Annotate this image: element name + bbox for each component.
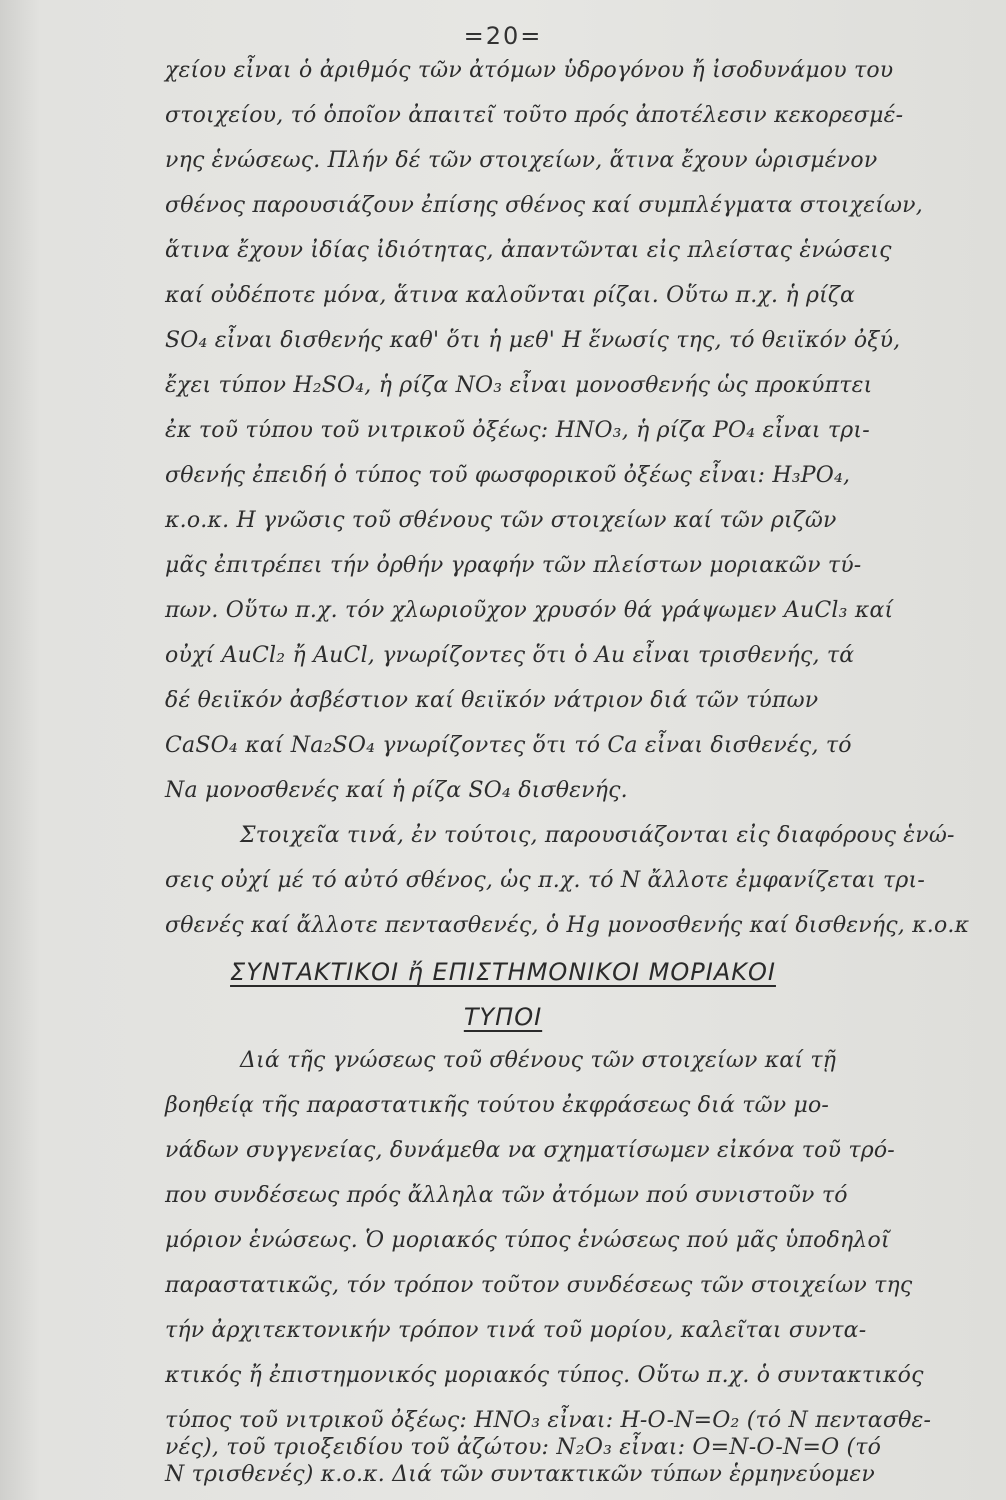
text-line: κ.ο.κ. Η γνῶσις τοῦ σθένους τῶν στοιχείων καί τῶν ριζῶν	[165, 508, 837, 533]
text-line: στοιχείου, τό ὁποῖον ἀπαιτεῖ τοῦτο πρός ἀποτέλεσιν κεκορεσμέ-	[165, 103, 904, 128]
text-line: μᾶς ἐπιτρέπει τήν ὀρθήν γραφήν τῶν πλείστων μοριακῶν τύ-	[165, 553, 862, 578]
text-line: χείου εἶναι ὁ ἀριθμός τῶν ἀτόμων ὑδρογόνου ἤ ἰσοδυνάμου του	[165, 58, 894, 83]
text-line: παραστατικῶς, τόν τρόπον τοῦτον συνδέσεως τῶν στοιχείων της	[165, 1273, 913, 1298]
text-line: καί οὐδέποτε μόνα, ἅτινα καλοῦνται ρίζαι. Οὕτω π.χ. ἡ ρίζα	[165, 283, 856, 308]
text-line: σεις οὐχί μέ τό αὐτό σθένος, ὡς π.χ. τό Ν ἄλλοτε ἐμφανίζεται τρι-	[165, 868, 926, 893]
text-line: ἐκ τοῦ τύπου τοῦ νιτρικοῦ ὀξέως: HNO₃, ἡ ρίζα PO₄ εἶναι τρι-	[165, 418, 870, 443]
section-heading: ΣΥΝΤΑΚΤΙΚΟΙ ἤ ΕΠΙΣΤΗΜΟΝΙΚΟΙ ΜΟΡΙΑΚΟΙ	[230, 958, 776, 986]
text-line: βοηθείᾳ τῆς παραστατικῆς τούτου ἐκφράσεως διά τῶν μο-	[165, 1093, 830, 1118]
text-line: που συνδέσεως πρός ἄλληλα τῶν ἀτόμων πού συνιστοῦν τό	[165, 1183, 848, 1208]
text-line: CaSO₄ καί Na₂SO₄ γνωρίζοντες ὅτι τό Ca εἶναι δισθενές, τό	[165, 733, 852, 758]
text-line: ἅτινα ἔχουν ἰδίας ἰδιότητας, ἀπαντῶνται εἰς πλείστας ἑνώσεις	[165, 238, 892, 263]
text-line: ἔχει τύπον H₂SO₄, ἡ ρίζα NO₃ εἶναι μονοσθενής ὡς προκύπτει	[165, 373, 873, 398]
text-line: τήν ἀρχιτεκτονικήν τρόπον τινά τοῦ μορίου, καλεῖται συντα-	[165, 1318, 867, 1343]
text-line: σθενής ἐπειδή ὁ τύπος τοῦ φωσφορικοῦ ὀξέως εἶναι: H₃PO₄,	[165, 463, 851, 488]
text-line: νάδων συγγενείας, δυνάμεθα να σχηματίσωμεν εἰκόνα τοῦ τρό-	[165, 1138, 895, 1163]
text-line: σθένος παρουσιάζουν ἐπίσης σθένος καί συμπλέγματα στοιχείων,	[165, 193, 923, 218]
text-line: πων. Οὕτω π.χ. τόν χλωριοῦχον χρυσόν θά γράψωμεν AuCl₃ καί	[165, 598, 894, 623]
page-number: =20=	[463, 22, 543, 50]
text-line: Στοιχεῖα τινά, ἐν τούτοις, παρουσιάζονται εἰς διαφόρους ἑνώ-	[240, 823, 955, 848]
text-line: νές), τοῦ τριοξειδίου τοῦ ἀζώτου: N₂O₃ εἶναι: O=N-O-N=O (τό	[165, 1435, 882, 1460]
text-line: οὐχί AuCl₂ ἤ AuCl, γνωρίζοντες ὅτι ὁ Au εἶναι τρισθενής, τά	[165, 643, 855, 668]
text-line: Ν τρισθενές) κ.ο.κ. Διά τῶν συντακτικῶν τύπων ἑρμηνεύομεν	[165, 1462, 875, 1487]
text-line: μόριον ἑνώσεως. Ὁ μοριακός τύπος ἑνώσεως πού μᾶς ὑποδηλοῖ	[165, 1228, 890, 1253]
text-line: σθενές καί ἄλλοτε πεντασθενές, ὁ Hg μονοσθενής καί δισθενής, κ.ο.κ	[165, 913, 970, 938]
text-line: τύπος τοῦ νιτρικοῦ ὀξέως: HNO₃ εἶναι: H-O-N=O₂ (τό Ν πεντασθε-	[165, 1408, 932, 1433]
section-heading-continued: ΤΥΠΟΙ	[463, 1003, 543, 1031]
text-line: SO₄ εἶναι δισθενής καθ' ὅτι ἡ μεθ' Η ἕνωσίς της, τό θειϊκόν ὀξύ,	[165, 328, 901, 353]
text-line: Na μονοσθενές καί ἡ ρίζα SO₄ δισθενής.	[165, 778, 628, 803]
text-line: Διά τῆς γνώσεως τοῦ σθένους τῶν στοιχείων καί τῇ	[240, 1048, 837, 1073]
text-line: δέ θειϊκόν ἀσβέστιον καί θειϊκόν νάτριον διά τῶν τύπων	[165, 688, 819, 713]
text-line: κτικός ἤ ἐπιστημονικός μοριακός τύπος. Οὕτω π.χ. ὁ συντακτικός	[165, 1363, 924, 1388]
text-line: νης ἑνώσεως. Πλήν δέ τῶν στοιχείων, ἅτινα ἔχουν ὡρισμένον	[165, 148, 878, 173]
